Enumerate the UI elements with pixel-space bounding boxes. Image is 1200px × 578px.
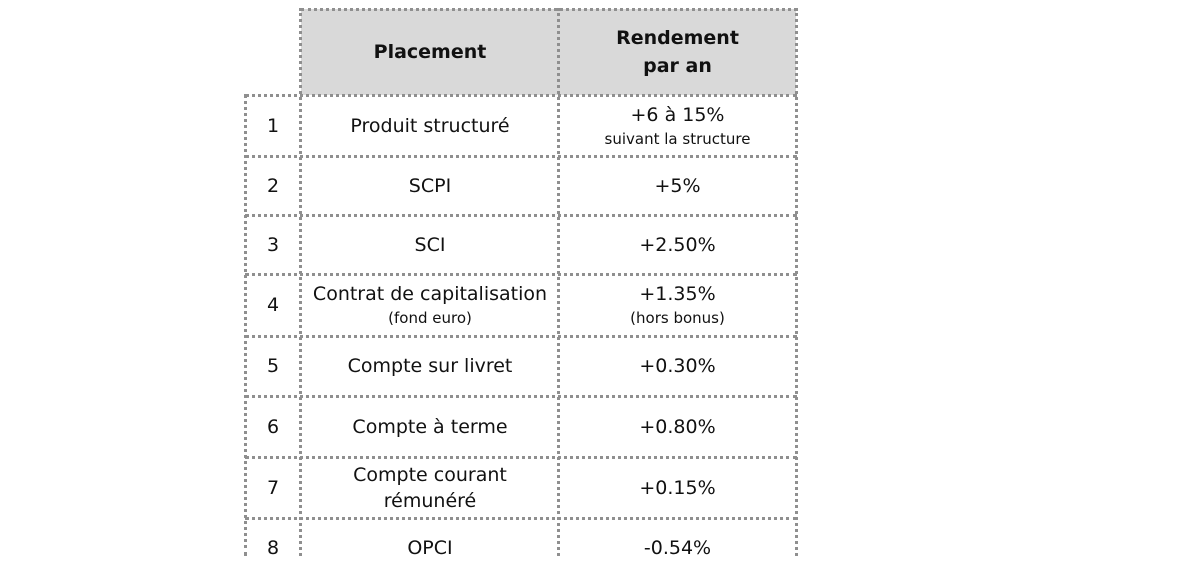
table-row-3-placement: [301, 215, 559, 274]
rendement-value: +5%: [654, 174, 701, 197]
placement-name-line2: rémunéré: [383, 489, 477, 512]
table-row-1-index: [245, 95, 301, 156]
placement-name: Compte sur livret: [347, 355, 513, 377]
rendement-value: +6 à 15%: [630, 103, 725, 126]
header-rendement-line1: Rendement: [616, 27, 739, 49]
grid-line-row7: [245, 517, 797, 520]
grid-line-col2: [557, 8, 560, 556]
rendement-note: suivant la structure: [604, 129, 751, 148]
rendement-value: +0.30%: [639, 355, 716, 377]
grid-line-right: [795, 8, 798, 556]
row-index: 5: [266, 355, 280, 377]
grid-line-col1: [299, 8, 302, 556]
row-index: 3: [266, 233, 280, 256]
table-row-7-index: [245, 457, 301, 518]
table-row-7-placement: [301, 457, 559, 518]
placement-name-line1: Compte courant: [353, 463, 507, 486]
row-index: 1: [266, 114, 280, 137]
table-row-2-rendement: [559, 156, 796, 215]
table-row-6-index: [245, 396, 301, 457]
grid-line-top: [301, 8, 797, 11]
table-row-5-placement: [301, 336, 559, 396]
row-index: 8: [266, 537, 280, 559]
grid-line-row6: [245, 456, 797, 459]
placement-name: SCPI: [408, 174, 452, 197]
table-row-5-rendement: [559, 336, 796, 396]
rendement-value: +0.80%: [639, 415, 716, 438]
grid-line-row1: [245, 155, 797, 158]
placement-name: OPCI: [407, 537, 453, 559]
table-row-7-rendement: [559, 457, 796, 518]
table-row-6-rendement: [559, 396, 796, 457]
placement-name: Compte à terme: [352, 415, 508, 438]
table-row-4-rendement: [559, 274, 796, 336]
grid-line-row3: [245, 273, 797, 276]
grid-line-header-bottom: [245, 94, 797, 97]
row-index: 7: [266, 476, 280, 499]
placement-note: (fond euro): [388, 309, 472, 327]
grid-line-row5: [245, 395, 797, 398]
rendement-note: (hors bonus): [630, 309, 725, 327]
grid-line-row4: [245, 335, 797, 338]
table-row-4-index: [245, 274, 301, 336]
rendement-value: +1.35%: [639, 283, 716, 305]
table-row-3-rendement: [559, 215, 796, 274]
table-row-8-placement: [301, 518, 559, 578]
header-rendement: [559, 9, 796, 95]
rendement-value: -0.54%: [643, 537, 712, 559]
placement-name: Produit structuré: [350, 114, 510, 137]
table-row-8-index: [245, 518, 301, 578]
table-row-8-rendement: [559, 518, 796, 578]
grid-line-left: [244, 94, 247, 556]
placement-name: Contrat de capitalisation: [312, 283, 548, 305]
table-row-5-index: [245, 336, 301, 396]
header-placement-label: Placement: [373, 41, 487, 63]
table-row-4-placement: [301, 274, 559, 336]
row-index: 2: [266, 174, 280, 197]
placement-name: SCI: [414, 233, 446, 256]
table-row-1-placement: [301, 95, 559, 156]
row-index: 4: [266, 294, 280, 316]
grid-line-row2: [245, 214, 797, 217]
table-row-1-rendement: [559, 95, 796, 156]
rendement-value: +0.15%: [639, 476, 716, 499]
table-row-2-index: [245, 156, 301, 215]
row-index: 6: [266, 415, 280, 438]
table-row-6-placement: [301, 396, 559, 457]
table-row-3-index: [245, 215, 301, 274]
header-rendement-line2: par an: [643, 55, 712, 77]
rendement-value: +2.50%: [639, 233, 716, 256]
header-placement: [301, 9, 559, 95]
table-row-2-placement: [301, 156, 559, 215]
